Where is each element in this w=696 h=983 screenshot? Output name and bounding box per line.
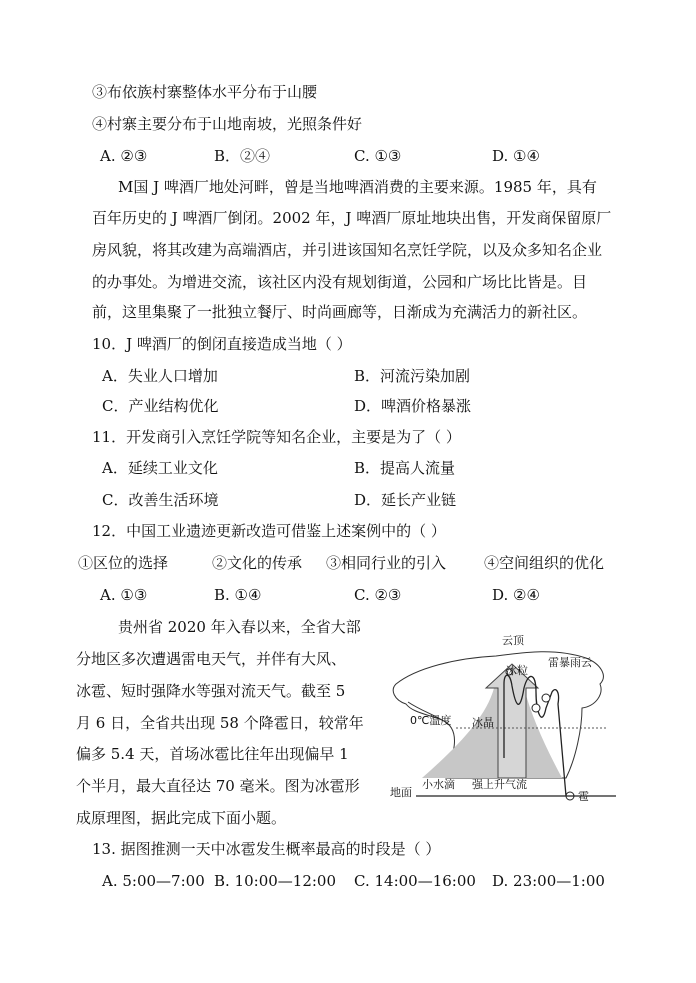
label-ice-particle: 冰粒 xyxy=(506,664,528,677)
hail-dot-2 xyxy=(542,694,550,702)
q12-stem: 12．中国工业遗迹更新改造可借鉴上述案例中的（ ） xyxy=(92,522,446,540)
q11-stem: 11．开发商引入烹饪学院等知名企业，主要是为了（ ） xyxy=(92,428,461,446)
q13-option-d[interactable]: D. 23:00—1:00 xyxy=(492,872,605,890)
passage1-line-1: M国 J 啤酒厂地处河畔，曾是当地啤酒消费的主要来源。1985 年，具有 xyxy=(118,178,597,196)
q10-option-b[interactable]: B．河流污染加剧 xyxy=(354,367,471,385)
q10-option-c[interactable]: C．产业结构优化 xyxy=(102,397,219,415)
q11-option-c[interactable]: C．改善生活环境 xyxy=(102,491,219,509)
passage1-line-3: 房风貌，将其改建为高端酒店，并引进该国知名烹饪学院，以及众多知名企业 xyxy=(92,241,603,259)
label-hail: 雹 xyxy=(578,790,589,803)
q11-option-a[interactable]: A．延续工业文化 xyxy=(102,459,218,477)
q12-option-a[interactable]: A. ①③ xyxy=(100,586,148,604)
q13-stem: 13. 据图推测一天中冰雹发生概率最高的时段是（ ） xyxy=(92,840,441,858)
label-ground: 地面 xyxy=(390,786,412,799)
passage2-line-5: 偏多 5.4 天，首场冰雹比往年出现偏早 1 xyxy=(76,745,349,763)
label-cloud-top: 云顶 xyxy=(502,634,524,647)
label-ice-crystal: 冰晶 xyxy=(472,716,494,729)
hail-formation-diagram xyxy=(386,628,616,808)
passage2-line-6: 个半月，最大直径达 70 毫米。图为冰雹形 xyxy=(76,777,360,795)
passage1-line-5: 前，这里集聚了一批独立餐厅、时尚画廊等，日渐成为充满活力的新社区。 xyxy=(92,303,588,321)
passage2-line-3: 冰雹、短时强降水等强对流天气。截至 5 xyxy=(76,682,346,700)
passage2-line-1: 贵州省 2020 年入春以来，全省大部 xyxy=(118,618,361,636)
label-updraft: 强上升气流 xyxy=(472,778,527,791)
q12-option-c[interactable]: C. ②③ xyxy=(354,586,402,604)
q9-option-b[interactable]: B．②④ xyxy=(214,147,271,165)
statement-3: ③布依族村寨整体水平分布于山腰 xyxy=(92,83,318,101)
q9-option-a[interactable]: A. ②③ xyxy=(100,147,148,165)
q12-item-4: ④空间组织的优化 xyxy=(484,554,605,572)
q11-option-b[interactable]: B．提高人流量 xyxy=(354,459,456,477)
passage1-line-4: 的办事处。为增进交流，该社区内没有规划街道，公园和广场比比皆是。目 xyxy=(92,273,588,291)
q12-item-2: ②文化的传承 xyxy=(212,554,303,572)
passage2-line-7: 成原理图，据此完成下面小题。 xyxy=(76,809,287,827)
q9-option-d[interactable]: D. ①④ xyxy=(492,147,540,165)
q13-option-a[interactable]: A. 5:00—7:00 xyxy=(102,872,205,890)
q11-option-d[interactable]: D．延长产业链 xyxy=(354,491,457,509)
q12-option-d[interactable]: D. ②④ xyxy=(492,586,540,604)
q10-option-d[interactable]: D．啤酒价格暴涨 xyxy=(354,397,472,415)
label-storm-cloud: 雷暴雨云 xyxy=(548,656,592,669)
q13-option-b[interactable]: B. 10:00—12:00 xyxy=(214,872,337,890)
q10-stem: 10．J 啤酒厂的倒闭直接造成当地（ ） xyxy=(92,335,352,353)
passage2-line-2: 分地区多次遭遇雷电天气，并伴有大风、 xyxy=(76,650,347,668)
hail-dot-1 xyxy=(532,704,540,712)
label-droplet: 小水滴 xyxy=(422,778,455,791)
q9-option-c[interactable]: C. ①③ xyxy=(354,147,402,165)
q12-item-1: ①区位的选择 xyxy=(78,554,169,572)
statement-4: ④村寨主要分布于山地南坡，光照条件好 xyxy=(92,115,363,133)
q12-item-3: ③相同行业的引入 xyxy=(326,554,447,572)
passage1-line-2: 百年历史的 J 啤酒厂倒闭。2002 年，J 啤酒厂原址地块出售，开发商保留原厂 xyxy=(92,209,612,227)
q12-option-b[interactable]: B. ①④ xyxy=(214,586,262,604)
passage2-line-4: 月 6 日，全省共出现 58 个降雹日，较常年 xyxy=(76,714,364,732)
q10-option-a[interactable]: A．失业人口增加 xyxy=(102,367,218,385)
hail-diagram-svg xyxy=(386,628,616,808)
q13-option-c[interactable]: C. 14:00—16:00 xyxy=(354,872,476,890)
label-zero-temp: 0℃温度 xyxy=(410,714,452,727)
